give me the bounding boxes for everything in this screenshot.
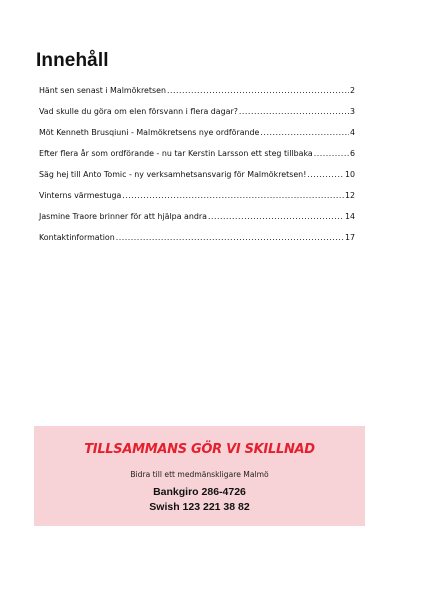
toc-page-number: 2: [349, 86, 355, 95]
table-of-contents: [39, 86, 355, 254]
toc-entry[interactable]: [39, 191, 355, 212]
toc-page-number: 14: [344, 212, 355, 221]
toc-dot-leader: [314, 149, 349, 158]
page-title: Innehåll: [36, 50, 109, 71]
toc-entry-title: Vinterns värmestuga: [39, 191, 122, 200]
toc-entry[interactable]: [39, 107, 355, 128]
toc-entry[interactable]: [39, 128, 355, 149]
toc-entry[interactable]: [39, 233, 355, 254]
toc-dot-leader: [307, 170, 344, 179]
toc-dot-leader: [239, 107, 349, 116]
toc-page-number: 17: [344, 233, 355, 242]
toc-entry-title: Kontaktinformation: [39, 233, 115, 242]
toc-entry[interactable]: [39, 86, 355, 107]
toc-entry-title: Hänt sen senast i Malmökretsen: [39, 86, 166, 95]
toc-dot-leader: [122, 191, 344, 200]
toc-entry-title: Möt Kenneth Brusqiuni - Malmökretsens nye ordförande: [39, 128, 260, 137]
toc-entry[interactable]: [39, 170, 355, 191]
swish-number: Swish 123 221 38 82: [149, 501, 250, 513]
toc-entry-title: Vad skulle du göra om elen försvann i flera dagar?: [39, 107, 238, 116]
toc-page-number: 10: [344, 170, 355, 179]
toc-entry[interactable]: [39, 212, 355, 233]
donation-headline: TILLSAMMANS GÖR VI SKILLNAD: [84, 442, 315, 457]
bankgiro-number: Bankgiro 286-4726: [153, 486, 246, 498]
toc-page-number: 4: [349, 128, 355, 137]
toc-entry-title: Efter flera år som ordförande - nu tar Kerstin Larsson ett steg tillbaka: [39, 149, 313, 158]
toc-dot-leader: [260, 128, 349, 137]
donation-subtitle: Bidra till ett medmänskligare Malmö: [130, 470, 269, 479]
toc-page-number: 6: [349, 149, 355, 158]
toc-page-number: 12: [344, 191, 355, 200]
toc-dot-leader: [116, 233, 344, 242]
toc-entry-title: Jasmine Traore brinner för att hjälpa andra: [39, 212, 207, 221]
toc-page-number: 3: [349, 107, 355, 116]
toc-dot-leader: [167, 86, 349, 95]
donation-box: [34, 426, 365, 526]
toc-entry-title: Säg hej till Anto Tomic - ny verksamhetsansvarig för Malmökretsen!: [39, 170, 307, 179]
toc-dot-leader: [208, 212, 344, 221]
toc-entry[interactable]: [39, 149, 355, 170]
